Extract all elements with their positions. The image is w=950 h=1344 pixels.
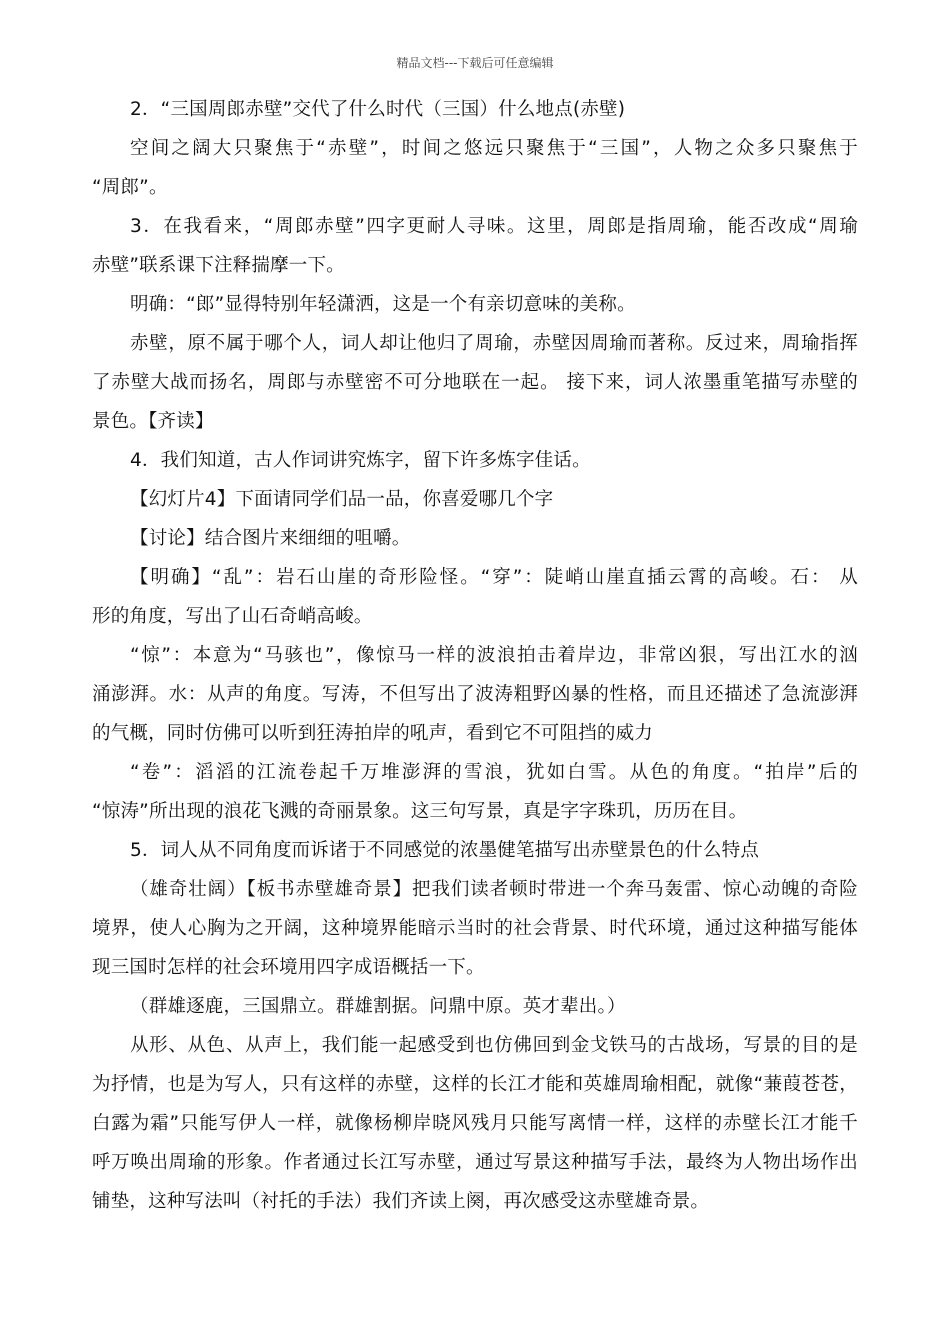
paragraph-line: （群雄逐鹿，三国鼎立。群雄割据。问鼎中原。英才辈出。） xyxy=(130,996,626,1017)
paragraph-line: 了赤壁大战而扬名，周郎与赤壁密不可分地联在一起。 接下来，词人浓墨重笔描写赤壁的 xyxy=(92,372,858,393)
paragraph-line: “周郎”。 xyxy=(92,177,168,198)
paragraph-line: 赤壁”联系课下注释揣摩一下。 xyxy=(92,255,345,276)
paragraph-line: 铺垫，这种写法叫（衬托的手法）我们齐读上阕，再次感受这赤壁雄奇景。 xyxy=(92,1191,710,1212)
paragraph-line: 【明确】“乱”：岩石山崖的奇形险怪。“穿”：陡峭山崖直插云霄的高峻。石： 从 xyxy=(130,567,858,588)
paragraph-line: 明确：“郎”显得特别年轻潇洒，这是一个有亲切意味的美称。 xyxy=(130,294,636,315)
paragraph-line: 空间之阔大只聚焦于“赤壁”，时间之悠远只聚焦于“三国”，人物之众多只聚焦于 xyxy=(130,138,858,159)
paragraph-line: 5．词人从不同角度而诉诸于不同感觉的浓墨健笔描写出赤壁景色的什么特点 xyxy=(130,840,760,861)
paragraph-line: 涌澎湃。水：从声的角度。写涛，不但写出了波涛粗野凶暴的性格，而且还描述了急流澎湃 xyxy=(92,684,858,705)
paragraph-line: （雄奇壮阔）【板书赤壁雄奇景】把我们读者顿时带进一个奔马轰雷、惊心动魄的奇险 xyxy=(130,879,858,900)
paragraph-line: “卷”：滔滔的江流卷起千万堆澎湃的雪浪，犹如白雪。从色的角度。“拍岸”后的 xyxy=(130,762,858,783)
paragraph-line: 为抒情，也是为写人，只有这样的赤壁，这样的长江才能和英雄周瑜相配，就像“蒹葭苍苍， xyxy=(92,1074,858,1095)
paragraph-line: “惊涛”所出现的浪花飞溅的奇丽景象。这三句写景，真是字字珠玑，历历在目。 xyxy=(92,801,748,822)
paragraph-line: 从形、从色、从声上，我们能一起感受到也仿佛回到金戈铁马的古战场，写景的目的是 xyxy=(130,1035,858,1056)
paragraph-line: 的气概，同时仿佛可以听到狂涛拍岸的吼声，看到它不可阻挡的威力 xyxy=(92,723,654,744)
paragraph-line: 呼万唤出周瑜的形象。作者通过长江写赤壁，通过写景这种描写手法，最终为人物出场作出 xyxy=(92,1152,858,1173)
paragraph-line: 景色。【齐读】 xyxy=(92,411,214,432)
paragraph-line: 3．在我看来，“周郎赤壁”四字更耐人寻味。这里，周郎是指周瑜，能否改成“周瑜 xyxy=(130,216,858,237)
page-header: 精品文档---下载后可任意编辑 xyxy=(396,56,554,70)
paragraph-line: 现三国时怎样的社会环境用四字成语概括一下。 xyxy=(92,957,485,978)
paragraph-line: 赤壁，原不属于哪个人，词人却让他归了周瑜，赤壁因周瑜而著称。反过来，周瑜指挥 xyxy=(130,333,858,354)
paragraph-line: 境界，使人心胸为之开阔，这种境界能暗示当时的社会背景、时代环境，通过这种描写能体 xyxy=(92,918,858,939)
paragraph-line: 形的角度，写出了山石奇峭高峻。 xyxy=(92,606,373,627)
paragraph-line: 4．我们知道，古人作词讲究炼字，留下许多炼字佳话。 xyxy=(130,450,591,471)
paragraph-line: “惊”：本意为“马骇也”，像惊马一样的波浪拍击着岸边，非常凶狠，写出江水的汹 xyxy=(130,645,858,666)
paragraph-line: 【讨论】结合图片来细细的咀嚼。 xyxy=(130,528,411,549)
paragraph-line: 【幻灯片4】下面请同学们品一品，你喜爱哪几个字 xyxy=(130,489,554,510)
paragraph-line: 白露为霜”只能写伊人一样，就像杨柳岸晓风残月只能写离情一样，这样的赤壁长江才能千 xyxy=(92,1113,858,1134)
paragraph-line: 2．“三国周郎赤壁”交代了什么时代（三国）什么地点(赤壁) xyxy=(130,99,626,120)
